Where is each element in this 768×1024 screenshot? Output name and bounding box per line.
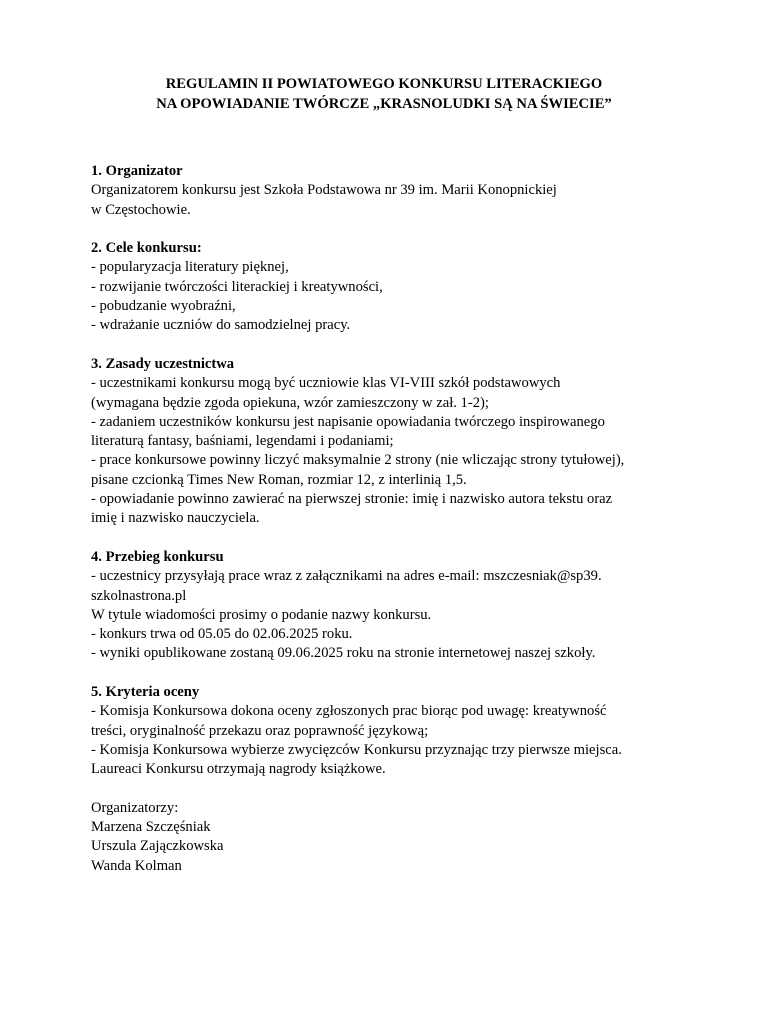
section-participation-rules: [91, 355, 691, 529]
list-item: - pobudzanie wyobraźni,: [91, 298, 236, 315]
title-line: REGULAMIN II POWIATOWEGO KONKURSU LITERACKIEGO: [165, 76, 603, 92]
list-item: - wdrażanie uczniów do samodzielnej pracy.: [91, 317, 351, 334]
paragraph-line: - opowiadanie powinno zawierać na pierwszej stronie: imię i nazwisko autora tekstu oraz: [91, 491, 613, 508]
section-heading: 5. Kryteria oceny: [91, 684, 200, 701]
paragraph-line: - wyniki opublikowane zostaną 09.06.2025 roku na stronie internetowej naszej szkoły.: [91, 645, 596, 662]
list-item: - popularyzacja literatury pięknej,: [91, 259, 289, 276]
section-heading: 1. Organizator: [91, 163, 183, 179]
section-contest-course: [91, 548, 691, 664]
paragraph-line: literaturą fantasy, baśniami, legendami i podaniami;: [91, 433, 394, 450]
paragraph-line: - Komisja Konkursowa wybierze zwycięzców Konkursu przyznając trzy pierwsze miejsca.: [91, 741, 622, 758]
section-heading: 2. Cele konkursu:: [91, 240, 202, 257]
section-heading: 3. Zasady uczestnictwa: [91, 355, 235, 372]
signatures-label: Organizatorzy:: [91, 799, 179, 816]
paragraph-line: W tytule wiadomości prosimy o podanie nazwy konkursu.: [91, 606, 432, 623]
paragraph-line: Laureaci Konkursu otrzymają nagrody książkowe.: [91, 761, 386, 778]
paragraph-line: Organizatorem konkursu jest Szkoła Podstawowa nr 39 im. Marii Konopnickiej: [91, 182, 557, 199]
organizers-signatures: [91, 799, 691, 876]
paragraph-line: - prace konkursowe powinny liczyć maksymalnie 2 strony (nie wliczając strony tytułowej),: [91, 452, 625, 469]
paragraph-line: - uczestnicy przysyłają prace wraz z załącznikami na adres e-mail: mszczesniak@sp39.: [91, 568, 602, 585]
list-item: - rozwijanie twórczości literackiej i kreatywności,: [91, 278, 383, 295]
paragraph-line: (wymagana będzie zgoda opiekuna, wzór zamieszczony w zał. 1-2);: [91, 394, 489, 411]
paragraph-line: w Częstochowie.: [91, 201, 191, 218]
section-evaluation-criteria: [91, 683, 691, 779]
organizer-name: Urszula Zajączkowska: [91, 838, 224, 855]
organizer-name: Wanda Kolman: [91, 857, 182, 874]
section-heading: 4. Przebieg konkursu: [91, 548, 224, 565]
paragraph-line: - Komisja Konkursowa dokona oceny zgłoszonych prac biorąc pod uwagę: kreatywność: [91, 703, 607, 720]
section-organizer: [91, 162, 691, 220]
paragraph-line: imię i nazwisko nauczyciela.: [91, 510, 260, 527]
section-goals: [91, 239, 691, 335]
organizer-name: Marzena Szczęśniak: [91, 819, 211, 836]
paragraph-line: pisane czcionką Times New Roman, rozmiar 12, z interlinią 1,5.: [91, 471, 467, 488]
title-line: NA OPOWIADANIE TWÓRCZE „KRASNOLUDKI SĄ NA ŚWIECIE”: [156, 95, 612, 112]
document-body: [91, 162, 691, 876]
paragraph-line: - konkurs trwa od 05.05 do 02.06.2025 roku.: [91, 626, 353, 643]
paragraph-line: treści, oryginalność przekazu oraz poprawność językową;: [91, 722, 429, 739]
paragraph-line: - zadaniem uczestników konkursu jest napisanie opowiadania twórczego inspirowanego: [91, 413, 605, 430]
paragraph-line: szkolnastrona.pl: [91, 587, 187, 604]
paragraph-line: - uczestnikami konkursu mogą być uczniowie klas VI-VIII szkół podstawowych: [91, 375, 561, 392]
document-title: [0, 75, 768, 114]
